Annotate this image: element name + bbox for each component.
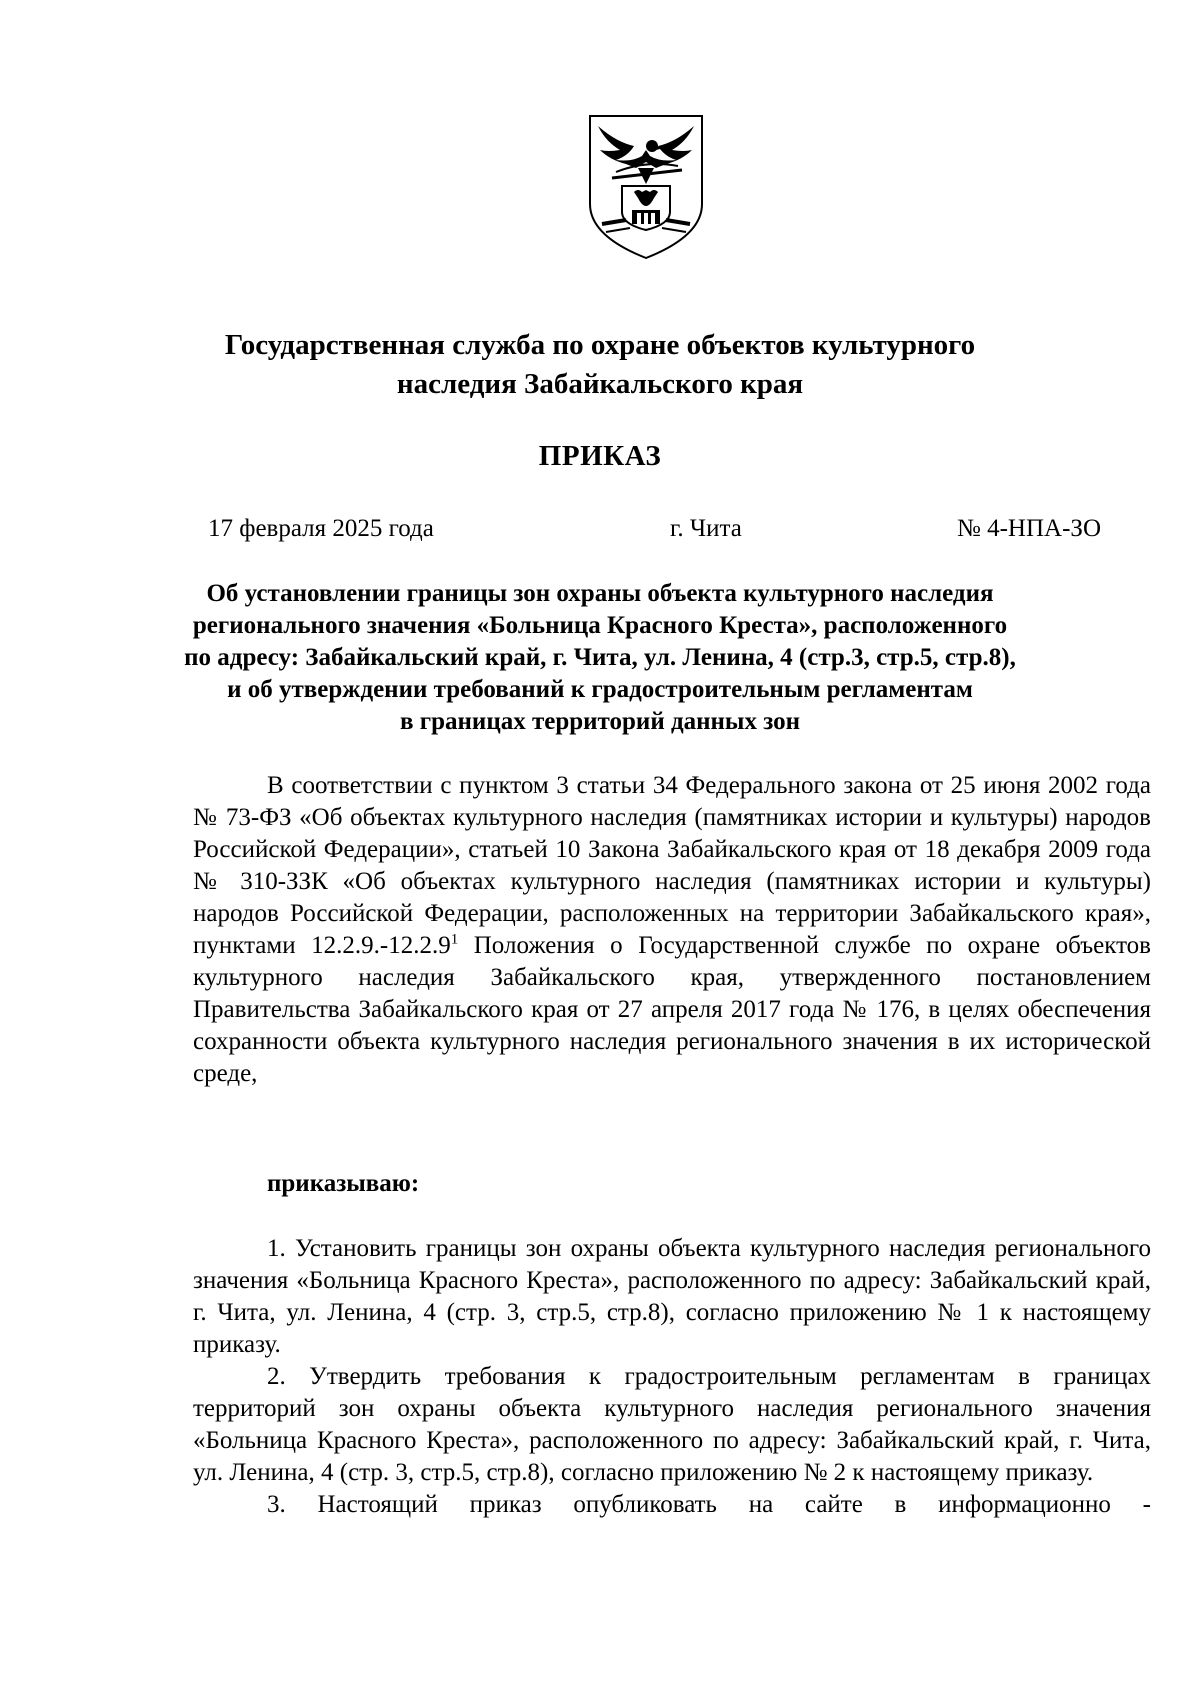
- preamble-text-part-2: Положения о Государственной службе по охране объектов культурного наследия Забайкальского края, утвержденного постановлением Правительства Забайкальского края от 27 апреля 2017 года № 176, в целях обеспечения сохранности объекта культурного наследия регионального значения в их исторической среде,: [193, 932, 1151, 1087]
- preamble-superscript: 1: [450, 931, 459, 948]
- order-items: [193, 1233, 1151, 1521]
- document-subject: [150, 578, 1050, 738]
- order-verb: приказываю:: [267, 1170, 420, 1197]
- order-item-2: 2. Утвердить требования к градостроительным регламентам в границах территорий зон охраны объекта культурного наследия регионального значения «Больница Красного Креста», расположенного по адресу: Забайкальский край, г. Чита, ул. Ленина, 4 (стр. 3, стр.5, стр.8), согласно приложению № 2 к настоящему приказу.: [193, 1363, 1151, 1486]
- subject-line: в границах территорий данных зон: [400, 708, 800, 735]
- organization-title: [150, 326, 1050, 404]
- document-number: № 4-НПА-ЗО: [957, 515, 1101, 542]
- preamble-text-part-1: В соответствии с пунктом 3 статьи 34 Федерального закона от 25 июня 2002 года № 73-ФЗ «Об объектах культурного наследия (памятниках истории и культуры) народов Российской Федерации», статьей 10 Закона Забайкальского края от 18 декабря 2009 года № 310-ЗЗК «Об объектах культурного наследия (памятниках истории и культуры) народов Российской Федерации, расположенных на территории Забайкальского края», пунктами 12.2.9.-12.2.9: [193, 772, 1151, 959]
- organization-title-line-2: наследия Забайкальского края: [396, 368, 804, 400]
- document-city: г. Чита: [670, 515, 742, 542]
- subject-line: и об утверждении требований к градостроительным регламентам: [227, 676, 973, 703]
- subject-line: по адресу: Забайкальский край, г. Чита, ул. Ленина, 4 (стр.3, стр.5, стр.8),: [184, 644, 1016, 671]
- preamble-paragraph: [193, 770, 1151, 1090]
- document-date: 17 февраля 2025 года: [208, 515, 434, 542]
- order-item-3: 3. Настоящий приказ опубликовать на сайте в информационно -: [267, 1491, 1151, 1518]
- coat-of-arms-icon: [586, 112, 706, 262]
- organization-title-line-1: Государственная служба по охране объектов культурного: [224, 329, 976, 361]
- subject-line: Об установлении границы зон охраны объекта культурного наследия: [206, 580, 994, 607]
- order-item-1: 1. Установить границы зон охраны объекта культурного наследия регионального значения «Больница Красного Креста», расположенного по адресу: Забайкальский край, г. Чита, ул. Ленина, 4 (стр. 3, стр.5, стр.8), согласно приложению № 1 к настоящему приказу.: [193, 1235, 1151, 1358]
- subject-line: регионального значения «Больница Красного Креста», расположенного: [192, 612, 1008, 639]
- document-kind: ПРИКАЗ: [538, 440, 662, 472]
